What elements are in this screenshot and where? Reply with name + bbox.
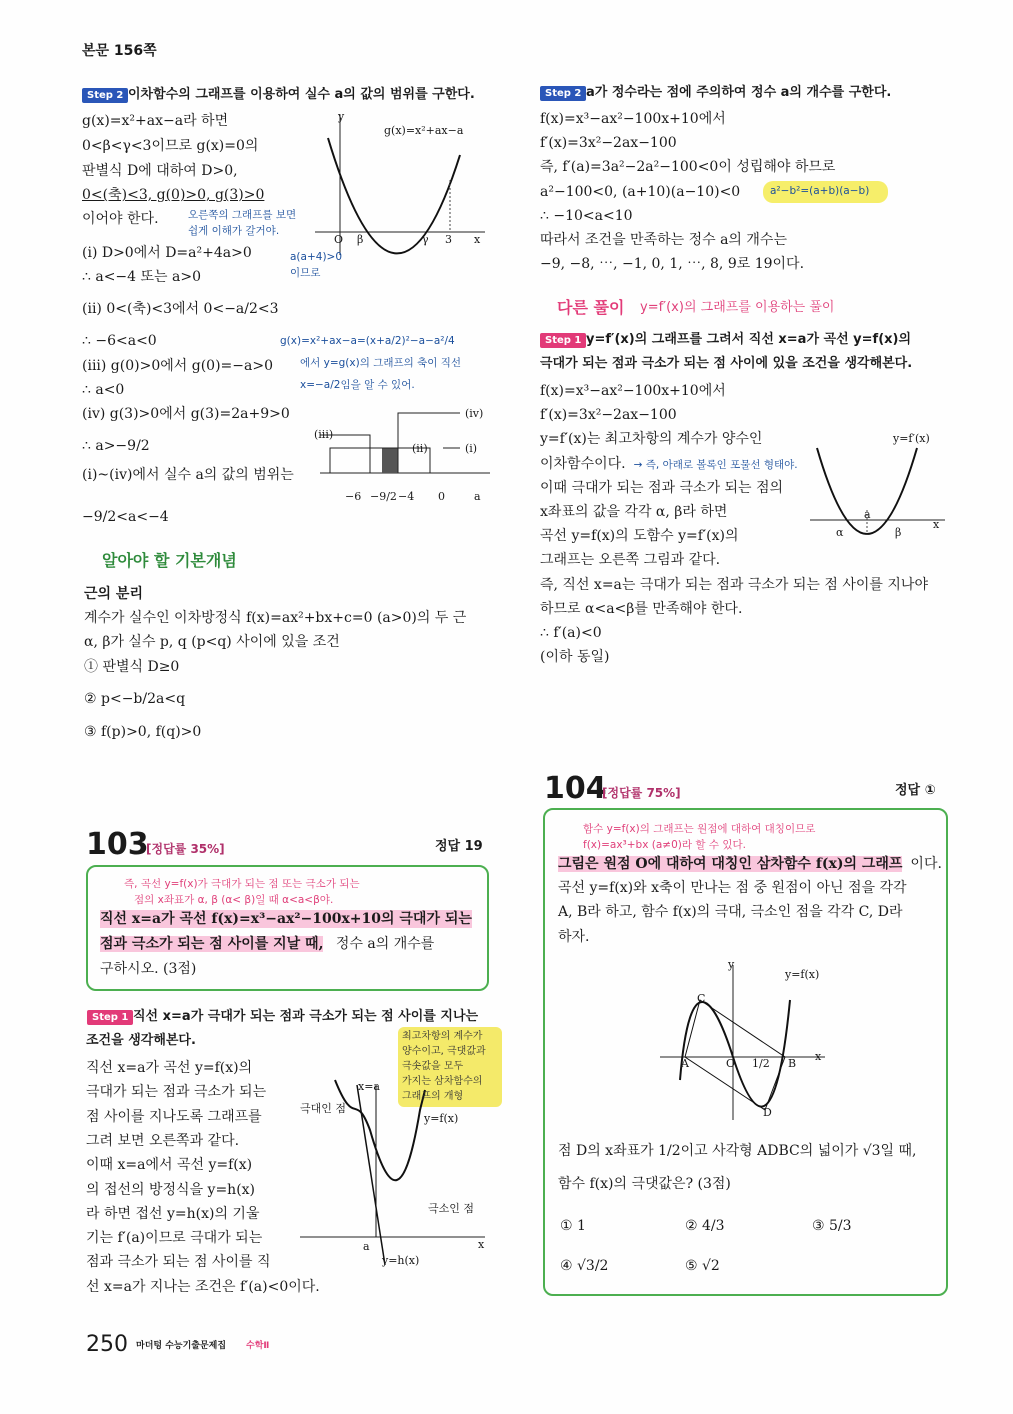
solution-line-part: → 즉, 아래로 볼록인 포물선 형태야. <box>633 458 798 471</box>
solution-line: 직선 x=a가 곡선 y=f(x)의 <box>86 1060 253 1076</box>
choice-5[interactable]: ⑤ √2 <box>685 1258 720 1274</box>
graph-label: a <box>363 1240 370 1253</box>
annotation: 즉, 곡선 y=f(x)가 극대가 되는 점 또는 극소가 되는 <box>124 878 360 890</box>
question-line: A, B라 하고, 함수 f(x)의 극대, 극소인 점을 각각 C, D라 <box>558 904 903 920</box>
solution-line: 0<(축)<3, g(0)>0, g(3)>0 <box>82 187 265 203</box>
graph-label: y=f(x) <box>424 1112 459 1125</box>
graph-label: 극소인 점 <box>428 1202 475 1215</box>
step-title: 극대가 되는 점과 극소가 되는 점 사이에 있을 조건을 생각해본다. <box>540 356 913 371</box>
solution-line: 그래프는 오른쪽 그림과 같다. <box>540 552 721 569</box>
question-line-part: 정수 a의 개수를 <box>331 936 435 952</box>
solution-line: 의 접선의 방정식을 y=h(x) <box>86 1181 256 1198</box>
annotation: f(x)=ax³+bx (a≠0)라 할 수 있다. <box>583 839 746 851</box>
solution-line: 곡선 y=f(x)의 도함수 y=f′(x)의 <box>540 528 739 545</box>
annotation: x=−a/2임을 알 수 있어. <box>300 379 415 391</box>
solution-line: g(x)=x²+ax−a라 하면 <box>82 113 229 129</box>
solution-line: ∴ −10<a<10 <box>540 207 633 224</box>
tick-label: −9/2 <box>370 490 397 503</box>
concept-line: 계수가 실수인 이차방정식 f(x)=ax²+bx+c=0 (a>0)의 두 근 <box>84 610 467 626</box>
solution-line: 선 x=a가 지나는 조건은 f′(a)<0이다. <box>86 1278 320 1295</box>
question-line: 함수 f(x)의 극댓값은? (3점) <box>558 1176 731 1192</box>
axis-label: y <box>338 110 345 123</box>
solution-line: y=f′(x)는 최고차항의 계수가 양수인 <box>540 431 763 448</box>
solution-line: 하므로 α<a<β를 만족해야 한다. <box>540 600 743 617</box>
solution-line: (iv) g(3)>0에서 g(3)=2a+9>0 <box>82 406 290 422</box>
concept-title: 알아야 할 기본개념 <box>102 551 237 570</box>
point-label: 1/2 <box>752 1057 770 1070</box>
graph-label: γ <box>422 233 429 246</box>
graph-label: y=h(x) <box>382 1254 420 1267</box>
solution-line: 점과 극소가 되는 점 사이를 직 <box>86 1254 271 1271</box>
origin-label: O <box>726 1057 736 1070</box>
callout-text: 그래프의 개형 <box>402 1091 464 1102</box>
solution-line: 이어야 한다. <box>82 211 159 227</box>
axis-label: x <box>474 233 481 246</box>
question-line-part: 이다. <box>910 856 942 872</box>
solution-line: 이때 x=a에서 곡선 y=f(x) <box>86 1157 253 1174</box>
alt-solution-subtitle: y=f′(x)의 그래프를 이용하는 풀이 <box>640 300 835 315</box>
solution-line: 그려 보면 오른쪽과 같다. <box>86 1132 240 1149</box>
point-label: B <box>788 1057 797 1070</box>
solution-line: f′(x)=3x²−2ax−100 <box>540 407 677 424</box>
solution-line: 극대가 되는 점과 극소가 되는 <box>86 1084 267 1101</box>
step-title: a가 정수라는 점에 주의하여 정수 a의 개수를 구한다. <box>586 85 892 100</box>
step-title: 직선 x=a가 극대가 되는 점과 극소가 되는 점 사이를 지나는 <box>133 1009 479 1024</box>
annotation: 점의 x좌표가 α, β (α< β)일 때 α<a<β야. <box>134 894 334 906</box>
numline-label: (iii) <box>314 428 334 441</box>
solution-line <box>540 455 798 473</box>
graph-label: β <box>357 233 364 246</box>
question-line: 직선 x=a가 곡선 f(x)=x³−ax²−100x+10의 극대가 되는 <box>100 911 472 927</box>
formula-tag-text: a²−b²=(a+b)(a−b) <box>770 185 870 197</box>
annotation: 오른쪽의 그래프를 보면 <box>188 209 297 221</box>
choice-3[interactable]: ③ 5/3 <box>812 1218 852 1234</box>
step-title: y=f′(x)의 그래프를 그려서 직선 x=a가 곡선 y=f(x)의 <box>586 332 912 347</box>
solution-line: f′(x)=3x²−2ax−100 <box>540 135 677 152</box>
solution-line: (i) D>0에서 D=a²+4a>0 <box>82 245 252 261</box>
cubic-graph-104 <box>655 960 830 1125</box>
graph-label: g(x)=x²+ax−a <box>384 124 464 137</box>
graph-label: 3 <box>445 233 452 246</box>
page-number: 250 <box>86 1332 128 1357</box>
solution-line: 판별식 D에 대하여 D>0, <box>82 163 238 179</box>
question-line-part: 점과 극소가 되는 점 사이를 지날 때, <box>100 936 324 952</box>
question-line <box>558 855 942 873</box>
graph-label: x=a <box>358 1080 380 1093</box>
concept-subtitle: 근의 분리 <box>84 586 143 602</box>
graph-label: α <box>836 526 844 539</box>
callout-text: 최고차항의 계수가 <box>402 1031 483 1042</box>
callout-text: 양수이고, 극댓값과 <box>402 1046 486 1057</box>
callout-text: 극솟값을 모두 <box>402 1061 464 1072</box>
choice-4[interactable]: ④ √3/2 <box>560 1258 609 1274</box>
solution-line: f(x)=x³−ax²−100x+10에서 <box>540 111 726 127</box>
solution-line-part: 이차함수이다. <box>540 455 626 472</box>
solution-line: 따라서 조건을 만족하는 정수 a의 개수는 <box>540 232 787 248</box>
solution-line: 기는 f′(a)이므로 극대가 되는 <box>86 1230 263 1247</box>
solution-line: 0<β<γ<3이므로 g(x)=0의 <box>82 138 259 154</box>
step-title: 조건을 생각해본다. <box>86 1033 196 1048</box>
alt-solution-title: 다른 풀이 <box>557 298 625 317</box>
concept-line: ② p<−b/2a<q <box>84 691 186 707</box>
concept-line: ③ f(p)>0, f(q)>0 <box>84 724 202 740</box>
annotation: g(x)=x²+ax−a=(x+a/2)²−a−a²/4 <box>280 335 455 347</box>
solution-line: 즉, 직선 x=a는 극대가 되는 점과 극소가 되는 점 사이를 지나야 <box>540 576 928 593</box>
solution-line: 이때 극대가 되는 점과 극소가 되는 점의 <box>540 479 784 496</box>
axis-label: x <box>478 1238 485 1251</box>
numline-label: (ii) <box>412 442 428 455</box>
step-badge: Step 2 <box>82 88 128 103</box>
question-line: 하자. <box>558 929 590 945</box>
axis-label: x <box>933 518 940 531</box>
point-label: A <box>681 1057 689 1070</box>
annotation: a(a+4)>0 <box>290 251 343 263</box>
solution-line: ∴ a>−9/2 <box>82 438 150 454</box>
numline-label: (i) <box>465 442 478 455</box>
book-title: 마더텅 수능기출문제집 <box>136 1341 227 1351</box>
solution-line: (ii) 0<(축)<3에서 0<−a/2<3 <box>82 301 279 317</box>
solution-line: (이하 동일) <box>540 649 610 666</box>
derivative-graph <box>805 440 950 545</box>
solution-line: ∴ a<0 <box>82 382 125 398</box>
subject-label: 수학Ⅱ <box>246 1341 270 1351</box>
axis-label: y <box>728 958 735 971</box>
choice-2[interactable]: ② 4/3 <box>685 1218 725 1234</box>
question-line <box>100 935 434 953</box>
solution-line: 즉, f′(a)=3a²−2a²−100<0이 성립해야 하므로 <box>540 159 836 176</box>
concept-line: ① 판별식 D≥0 <box>84 659 180 675</box>
solution-line: f(x)=x³−ax²−100x+10에서 <box>540 383 726 399</box>
choice-1[interactable]: ① 1 <box>560 1218 586 1234</box>
solution-line: a²−100<0, (a+10)(a−10)<0 <box>540 183 741 200</box>
solution-line: ∴ f′(a)<0 <box>540 625 602 641</box>
point-label: C <box>697 992 706 1005</box>
problem-number: 104 <box>544 771 607 806</box>
question-line: 구하시오. (3점) <box>100 961 197 977</box>
question-line: 곡선 y=f(x)와 x축이 만나는 점 중 원점이 아닌 점을 각각 <box>558 880 907 896</box>
header-page-ref: 본문 156쪽 <box>82 43 157 59</box>
annotation: 에서 y=g(x)의 그래프의 축이 직선 <box>300 357 462 369</box>
solution-line: ∴ −6<a<0 <box>82 333 157 349</box>
tick-label: −6 <box>345 490 362 503</box>
step-title: 이차함수의 그래프를 이용하여 실수 a의 값의 범위를 구한다. <box>128 87 475 102</box>
correct-rate: [정답률 75%] <box>602 786 681 800</box>
correct-rate: [정답률 35%] <box>146 842 225 856</box>
problem-number: 103 <box>86 827 149 862</box>
step-badge: Step 1 <box>540 333 586 348</box>
tick-label: a <box>474 490 481 503</box>
graph-label: a <box>864 508 871 521</box>
solution-line: ∴ a<−4 또는 a>0 <box>82 269 202 285</box>
solution-line: 라 하면 접선 y=h(x)의 기울 <box>86 1205 260 1222</box>
annotation: 쉽게 이해가 갈거야. <box>188 225 280 237</box>
solution-line: −9/2<a<−4 <box>82 509 169 525</box>
solution-line: (i)~(iv)에서 실수 a의 값의 범위는 <box>82 467 294 483</box>
graph-label: β <box>895 526 902 539</box>
step-badge: Step 1 <box>87 1010 133 1025</box>
answer: 정답 19 <box>435 839 483 854</box>
annotation: 함수 y=f(x)의 그래프는 원점에 대하여 대칭이므로 <box>583 823 816 835</box>
concept-line: α, β가 실수 p, q (p<q) 사이에 있을 조건 <box>84 634 340 650</box>
solution-line: x좌표의 값을 각각 α, β라 하면 <box>540 504 728 520</box>
tick-label: 0 <box>438 490 445 503</box>
annotation: 이므로 <box>290 267 321 279</box>
graph-label: y=f′(x) <box>893 432 930 445</box>
tick-label: −4 <box>398 490 415 503</box>
solution-line: −9, −8, ⋯, −1, 0, 1, ⋯, 8, 9로 19이다. <box>540 256 805 273</box>
axis-label: x <box>815 1050 822 1063</box>
solution-line: (iii) g(0)>0에서 g(0)=−a>0 <box>82 358 273 374</box>
question-line-part: 그림은 원점 O에 대하여 대칭인 삼차함수 f(x)의 그래프 <box>558 856 903 872</box>
question-line: 점 D의 x좌표가 1/2이고 사각형 ADBC의 넓이가 √3일 때, <box>558 1143 917 1159</box>
graph-label: 극대인 점 <box>300 1102 347 1115</box>
numline-label: (iv) <box>465 407 484 420</box>
graph-label: y=f(x) <box>785 968 820 981</box>
origin-label: O <box>334 233 344 246</box>
step-badge: Step 2 <box>540 86 586 101</box>
answer: 정답 ① <box>895 783 936 798</box>
point-label: D <box>763 1106 772 1119</box>
solution-line: 점 사이를 지나도록 그래프를 <box>86 1108 262 1125</box>
callout-text: 가지는 삼차함수의 <box>402 1076 483 1087</box>
